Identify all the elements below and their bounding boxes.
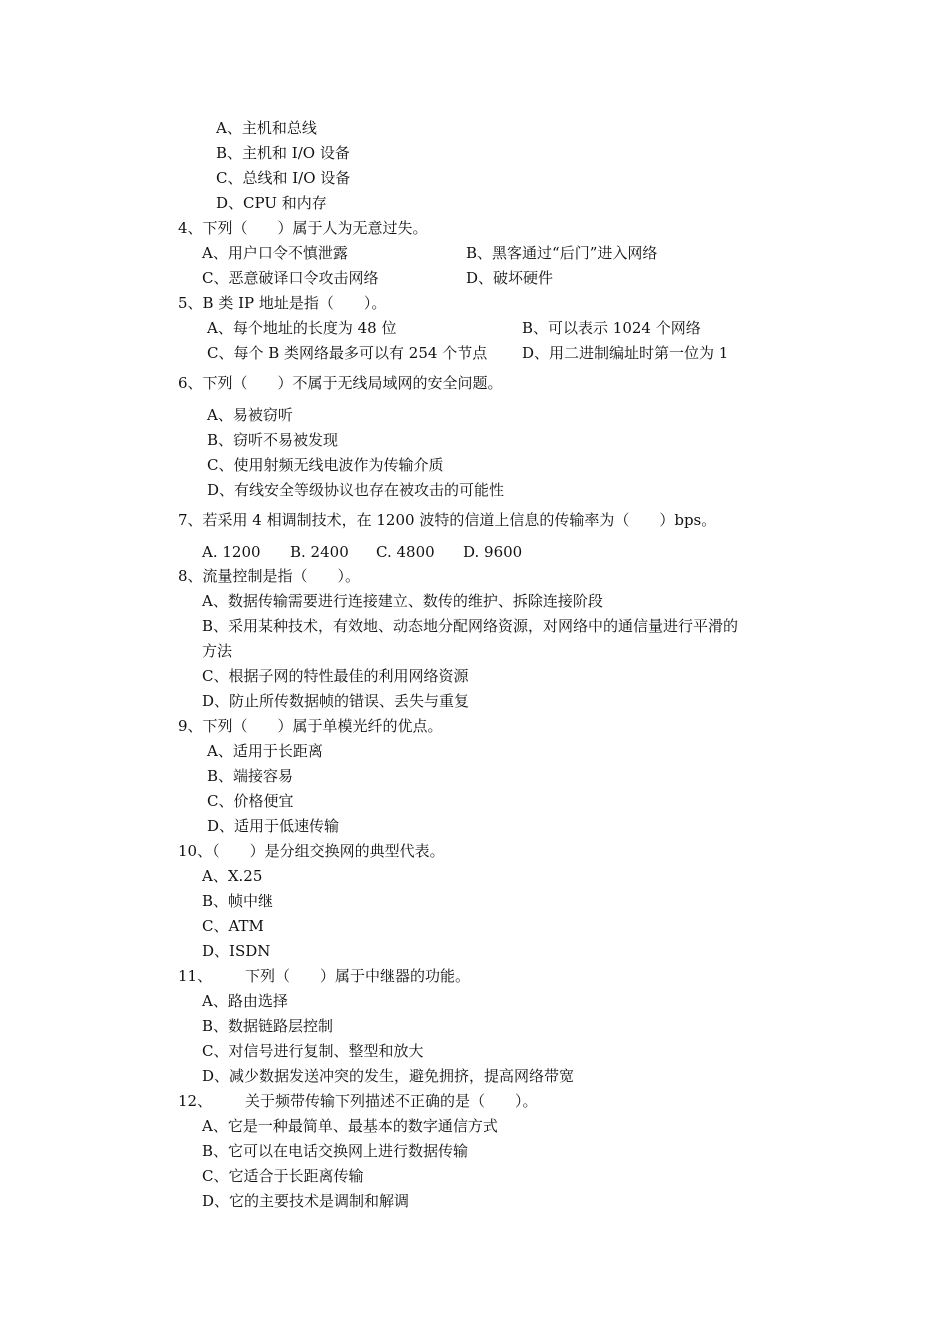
q5-option-b: B、可以表示 1024 个网络 [522, 319, 701, 337]
q6-option-b: B、窃听不易被发现 [207, 431, 339, 449]
q8-option-d: D、防止所传数据帧的错误、丢失与重复 [202, 692, 470, 710]
q5-option-c: C、每个 B 类网络最多可以有 254 个节点 [207, 344, 488, 362]
q12-option-a: A、它是一种最简单、最基本的数字通信方式 [202, 1117, 498, 1135]
q5-option-d: D、用二进制编址时第一位为 1 [522, 344, 729, 362]
q10-option-d: D、ISDN [202, 942, 271, 960]
q7-option-a: A. 1200 [202, 543, 261, 561]
q10-stem: 10、（ ）是分组交换网的典型代表。 [178, 842, 445, 860]
q10-option-a: A、X.25 [202, 867, 263, 885]
q3-option-b: B、主机和 I/O 设备 [216, 144, 350, 162]
q3-option-c: C、总线和 I/O 设备 [216, 169, 351, 187]
q5-option-a: A、每个地址的长度为 48 位 [207, 319, 397, 337]
q9-option-c: C、价格便宜 [207, 792, 294, 810]
q6-stem: 6、下列（ ）不属于无线局域网的安全问题。 [178, 374, 503, 392]
q8-option-b-continued: 方法 [202, 642, 233, 660]
q7-option-d: D. 9600 [463, 543, 523, 561]
q7-option-b: B. 2400 [290, 543, 349, 561]
q12-option-c: C、它适合于长距离传输 [202, 1167, 364, 1185]
q6-option-a: A、易被窃听 [207, 406, 293, 424]
q10-option-b: B、帧中继 [202, 892, 274, 910]
q11-option-a: A、路由选择 [202, 992, 288, 1010]
q11-option-c: C、对信号进行复制、整型和放大 [202, 1042, 424, 1060]
q11-option-d: D、减少数据发送冲突的发生，避免拥挤，提高网络带宽 [202, 1067, 575, 1085]
q7-stem: 7、若采用 4 相调制技术，在 1200 波特的信道上信息的传输率为（ ）bps。 [178, 511, 717, 529]
q11-option-b: B、数据链路层控制 [202, 1017, 334, 1035]
q11-stem: 下列（ ）属于中继器的功能。 [245, 967, 471, 985]
q8-stem: 8、流量控制是指（ ）。 [178, 567, 361, 585]
q4-option-b: B、黑客通过“后门”进入网络 [466, 244, 658, 262]
q9-stem: 9、下列（ ）属于单模光纤的优点。 [178, 717, 443, 735]
q4-stem: 4、下列（ ）属于人为无意过失。 [178, 219, 428, 237]
q4-option-c: C、恶意破译口令攻击网络 [202, 269, 379, 287]
q4-option-a: A、用户口令不慎泄露 [202, 244, 348, 262]
q5-stem: 5、B 类 IP 地址是指（ ）。 [178, 294, 387, 312]
q12-number: 12、 [178, 1092, 213, 1110]
q12-option-d: D、它的主要技术是调制和解调 [202, 1192, 410, 1210]
q6-option-c: C、使用射频无线电波作为传输介质 [207, 456, 444, 474]
q7-option-c: C. 4800 [376, 543, 435, 561]
q3-option-a: A、主机和总线 [216, 119, 317, 137]
q11-number: 11、 [178, 967, 213, 985]
q9-option-a: A、适用于长距离 [207, 742, 323, 760]
q4-option-d: D、破坏硬件 [466, 269, 554, 287]
q12-option-b: B、它可以在电话交换网上进行数据传输 [202, 1142, 469, 1160]
q12-stem: 关于频带传输下列描述不正确的是（ ）。 [245, 1092, 538, 1110]
q6-option-d: D、有线安全等级协议也存在被攻击的可能性 [207, 481, 505, 499]
q9-option-b: B、端接容易 [207, 767, 294, 785]
q8-option-c: C、根据子网的特性最佳的利用网络资源 [202, 667, 469, 685]
q8-option-a: A、数据传输需要进行连接建立、数传的维护、拆除连接阶段 [202, 592, 603, 610]
q9-option-d: D、适用于低速传输 [207, 817, 340, 835]
q3-option-d: D、CPU 和内存 [216, 194, 327, 212]
q10-option-c: C、ATM [202, 917, 264, 935]
q8-option-b: B、采用某种技术，有效地、动态地分配网络资源，对网络中的通信量进行平滑的 [202, 617, 739, 635]
